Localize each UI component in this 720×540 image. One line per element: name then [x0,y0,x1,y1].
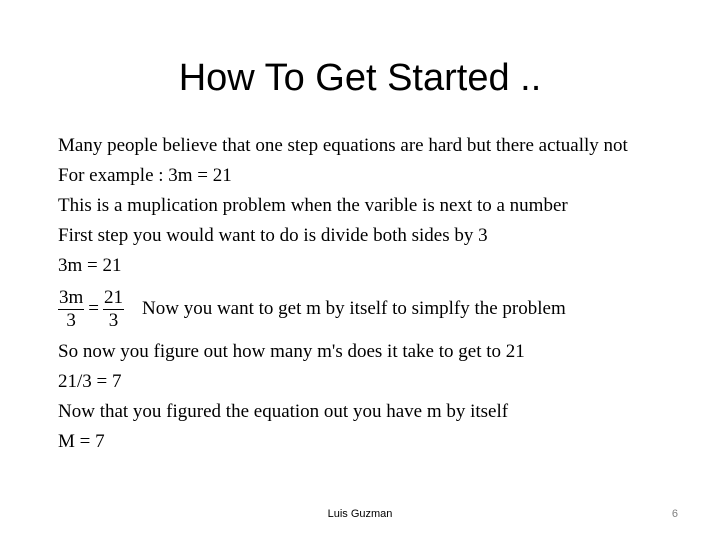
slide-title: How To Get Started .. [178,57,542,99]
body-line: Now that you figured the equation out you have m by itself [58,401,509,422]
body-line: 21/3 = 7 [58,371,122,392]
body-line: Many people believe that one step equations are hard but there actually not [58,135,628,156]
fraction-equation-row [58,281,698,337]
body-line: So now you figure out how many m's does it take to get to 21 [58,341,525,362]
left-fraction [58,287,84,332]
left-numerator: 3m [59,286,84,308]
right-fraction [103,287,124,332]
body-line: 3m = 21 [58,255,122,276]
equals-sign: = [88,298,99,319]
footer-author: Luis Guzman [327,508,393,520]
right-denominator: 3 [108,309,119,331]
fraction-row-text: Now you want to get m by itself to simplfy the problem [142,298,566,319]
body-line: This is a muplication problem when the varible is next to a number [58,195,568,216]
body-line: For example : 3m = 21 [58,165,232,186]
right-numerator: 21 [104,286,123,308]
body-line: First step you would want to do is divide both sides by 3 [58,225,488,246]
body-line: M = 7 [58,431,105,452]
slide-number: 6 [671,508,678,520]
left-denominator: 3 [66,309,76,331]
slide-body [58,131,698,457]
